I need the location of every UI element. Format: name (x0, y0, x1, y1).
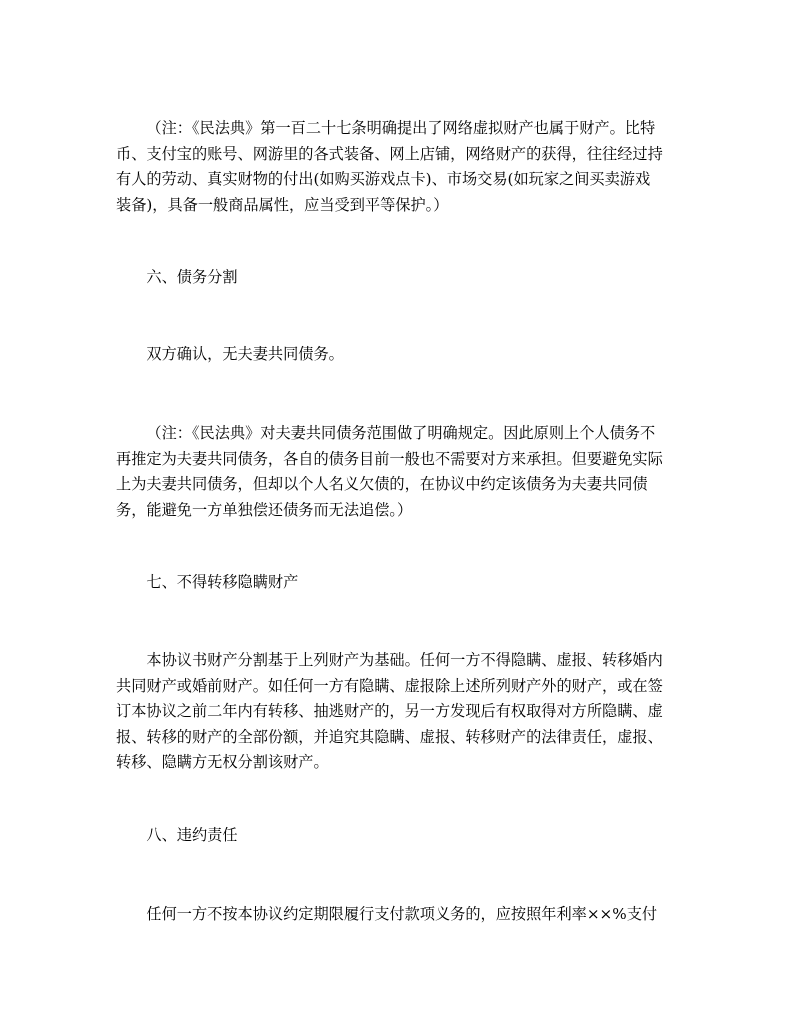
note-debt (116, 421, 686, 523)
paragraph-line: 转移、隐瞒方无权分割该财产。 (116, 753, 329, 771)
section-heading-no-hiding-property: 七、不得转移隐瞒财产 (146, 573, 299, 591)
note-line: 再推定为夫妻共同债务，各自的债务目前一般也不需要对方来承担。但要避免实际 (116, 449, 663, 468)
note-line: （注：《民法典》对夫妻共同债务范围做了明确规定。因此原则上个人债务不 (146, 424, 656, 442)
section-text-breach-liability: 任何一方不按本协议约定期限履行支付款项义务的，应按照年利率××%支付 (146, 905, 658, 923)
section-text-debt-division: 双方确认，无夫妻共同债务。 (146, 345, 344, 363)
section-heading-breach-liability: 八、违约责任 (146, 826, 238, 844)
section-text-no-hiding-property (116, 648, 686, 776)
note-line: 装备)，具备一般商品属性，应当受到平等保护。） (116, 195, 449, 214)
paragraph-line: 订本协议之前二年内有转移、抽逃财产的，另一方发现后有权取得对方所隐瞒、虚 (116, 702, 663, 720)
note-line: （注：《民法典》第一百二十七条明确提出了网络虚拟财产也属于财产。比特 (146, 119, 656, 137)
note-line: 务，能避免一方单独偿还债务而无法追偿。） (116, 500, 413, 519)
note-line: 有人的劳动、真实财物的付出(如购买游戏点卡)、市场交易(如玩家之间买卖游戏 (116, 170, 651, 188)
paragraph-line: 共同财产或婚前财产。如任何一方有隐瞒、虚报除上述所列财产外的财产，或在签 (116, 676, 663, 695)
section-heading-debt-division: 六、债务分割 (146, 268, 238, 286)
note-virtual-property (116, 116, 686, 218)
paragraph-line: 本协议书财产分割基于上列财产为基础。任何一方不得隐瞒、虚报、转移婚内 (146, 651, 663, 669)
paragraph-line: 报、转移的财产的全部份额，并追究其隐瞒、虚报、转移财产的法律责任，虚报、 (116, 727, 663, 746)
note-line: 上为夫妻共同债务，但却以个人名义欠债的，在协议中约定该债务为夫妻共同债 (116, 475, 648, 493)
note-line: 币、支付宝的账号、网游里的各式装备、网上店铺，网络财产的获得，往往经过持 (116, 144, 663, 163)
